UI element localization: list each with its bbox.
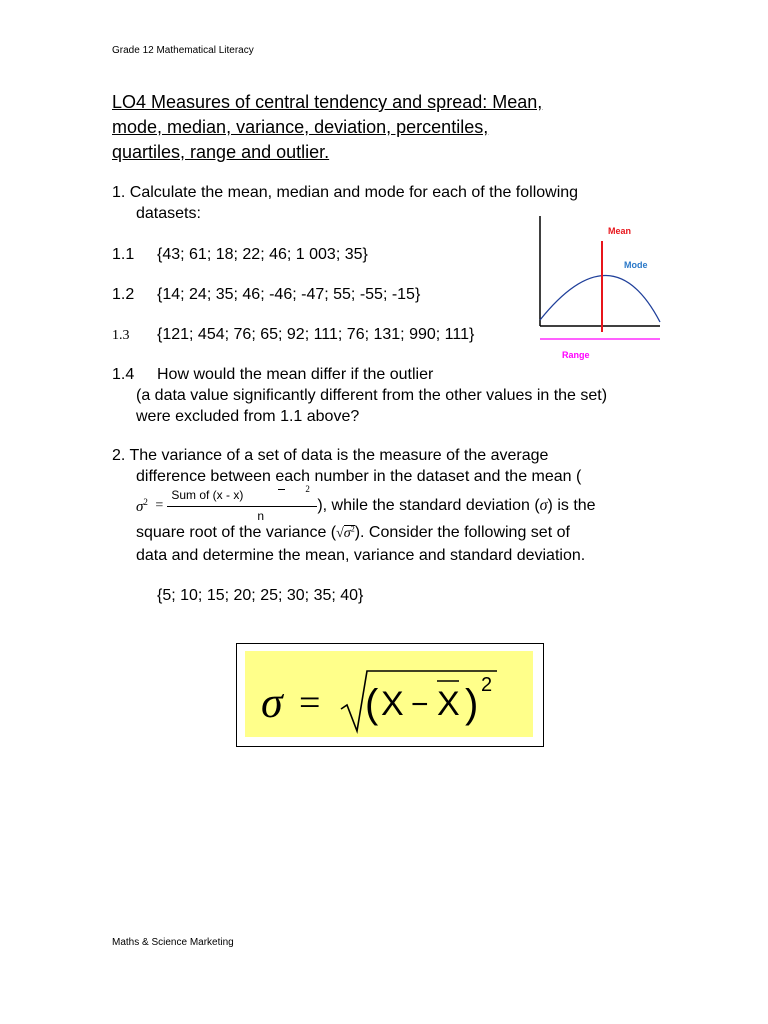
q1-line-2: datasets: — [136, 205, 201, 222]
x-bar-overline — [278, 489, 285, 490]
sqrt-variance-symbol: $√\sigma^2$ — [336, 524, 355, 541]
fraction-denominator: n — [257, 509, 264, 523]
formula-highlight — [245, 651, 533, 737]
item-1-2-number: 1.2 — [112, 286, 135, 303]
q2-line-4-end: ). Consider the following set of — [354, 524, 570, 541]
numerator-exponent: 2 — [305, 484, 310, 494]
item-1-3-dataset: {121; 454; 76; 65; 92; 111; 76; 131; 990; 111} — [157, 326, 475, 343]
sigma-squared-symbol: $\sigma^2$ — [136, 496, 148, 515]
distribution-diagram — [530, 208, 664, 364]
q1-line-1: 1. Calculate the mean, median and mode for each of the following — [112, 184, 579, 201]
formula-open-paren: ( — [365, 682, 379, 726]
page-footer: Maths & Science Marketing — [112, 937, 234, 948]
q2-line-2: difference between each number in the dataset and the mean ( — [136, 468, 582, 485]
q2-line-3-text: ), while the standard deviation ( — [317, 497, 540, 514]
item-1-4-number: 1.4 — [112, 366, 135, 383]
page-header: Grade 12 Mathematical Literacy — [112, 45, 254, 56]
item-1-1-number: 1.1 — [112, 246, 135, 263]
item-1-4-line-2: (a data value significantly different from the other values in the set) — [136, 387, 608, 404]
variance-fraction — [167, 485, 317, 527]
fraction-numerator: Sum of (x - x) — [171, 488, 244, 502]
q2-line-3-end: ) is the — [547, 497, 596, 514]
formula-x-mean: X — [437, 685, 460, 723]
formula-close-paren: ) — [465, 682, 479, 726]
title-line-3: quartiles, range and outlier. — [112, 142, 330, 162]
std-dev-formula — [245, 651, 533, 737]
formula-exponent: 2 — [481, 674, 493, 696]
formula-x: X — [381, 685, 404, 723]
fraction-bar — [167, 506, 317, 507]
title-line-2: mode, median, variance, deviation, percentiles, — [112, 117, 489, 137]
item-1-4-line-3: were excluded from 1.1 above? — [136, 408, 360, 425]
item-1-4-line-1: How would the mean differ if the outlier — [157, 366, 434, 383]
sigma-symbol: σ — [539, 497, 548, 514]
equals-sign: = — [151, 498, 164, 513]
formula-box — [236, 643, 544, 747]
item-1-1-dataset: {43; 61; 18; 22; 46; 1 003; 35} — [157, 246, 368, 263]
q2-line-1: 2. The variance of a set of data is the measure of the average — [112, 447, 549, 464]
formula-minus: − — [411, 688, 429, 721]
q2-line-3 — [136, 485, 596, 527]
item-1-2-dataset: {14; 24; 35; 46; -46; -47; 55; -55; -15} — [157, 286, 421, 303]
item-1-3-number: 1.3 — [112, 328, 130, 343]
formula-equals: = — [299, 682, 321, 724]
mean-label: Mean — [608, 226, 632, 236]
page-title — [112, 90, 542, 165]
q2-line-4 — [136, 524, 570, 542]
q2-line-5: data and determine the mean, variance and standard deviation. — [136, 547, 586, 564]
distribution-curve — [540, 275, 660, 322]
mode-label: Mode — [624, 260, 648, 270]
title-line-1: LO4 Measures of central tendency and spread: Mean, — [112, 92, 543, 112]
q2-dataset: {5; 10; 15; 20; 25; 30; 35; 40} — [157, 587, 364, 604]
q2-line-4-start: square root of the variance ( — [136, 524, 337, 541]
range-label: Range — [562, 350, 590, 360]
formula-sigma: σ — [261, 678, 283, 727]
